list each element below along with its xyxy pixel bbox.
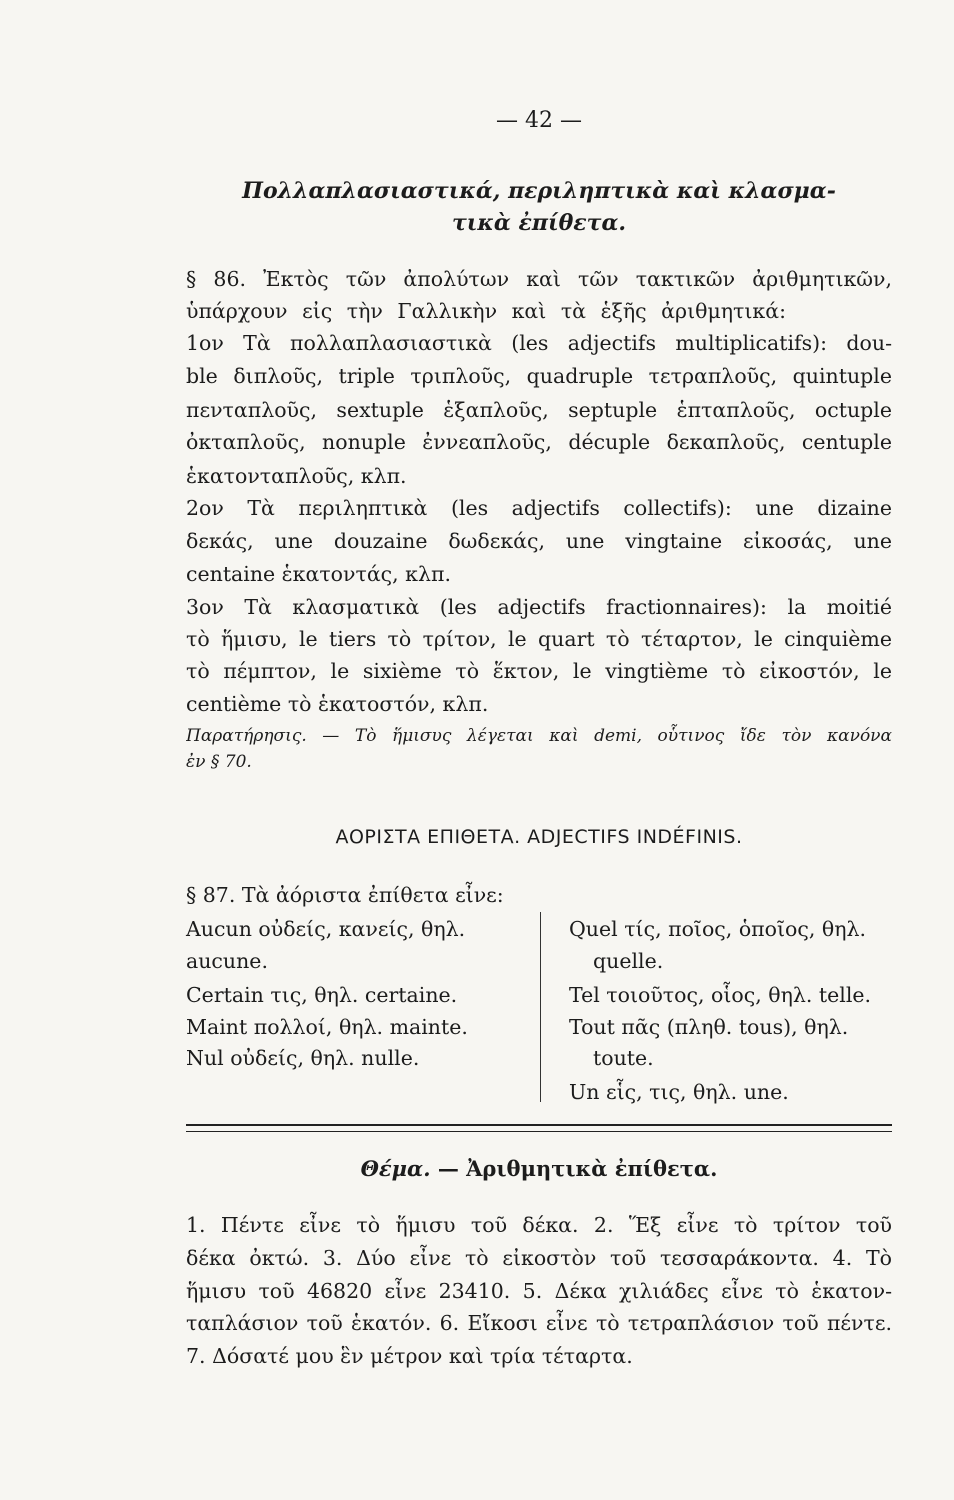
section-title-line-1: Πολλαπλασιαστικά, περιληπτικὰ καὶ κλασμα- (242, 178, 836, 204)
right-column-line: Tout πᾶς (πληθ. tous), θηλ. (569, 1015, 849, 1039)
paragraph-86-line: ble διπλοῦς, triple τριπλοῦς, quadruple τετραπλοῦς, quintuple (186, 364, 892, 388)
paragraph-86-line: τὸ ἥμισυ, le tiers τὸ τρίτον, le quart τὸ τέταρτον, le cinquième (186, 627, 892, 651)
right-column-line: Un εἷς, τις, θηλ. une. (569, 1080, 789, 1104)
paragraph-86-line: centaine ἑκατοντάς, κλπ. (186, 562, 451, 586)
exercise-heading (186, 1156, 892, 1181)
column-divider (540, 912, 541, 1102)
paragraph-86-line: τὸ πέμπτον, le sixième τὸ ἕκτον, le vingtième τὸ εἰκοστόν, le (186, 659, 892, 683)
left-column-line: Maint πολλοί, θηλ. mainte. (186, 1015, 468, 1039)
divider-rule-top (186, 1124, 892, 1126)
section-title-line-2: τικὰ ἐπίθετα. (451, 210, 627, 236)
exercise-label: Θέμα. (360, 1156, 431, 1181)
paragraph-86-line: 3ον Τὰ κλασματικὰ (les adjectifs fractionnaires): la moitié (186, 595, 892, 619)
page-number: — 42 — (496, 108, 582, 133)
paragraph-86-line: centième τὸ ἑκατοστόν, κλπ. (186, 692, 489, 716)
paragraph-86-line: ὀκταπλοῦς, nonuple ἐννεαπλοῦς, décuple δεκαπλοῦς, centuple (186, 430, 892, 454)
exercise-line: ταπλάσιον τοῦ ἑκατόν. 6. Εἴκοσι εἶνε τὸ τετραπλάσιον τοῦ πέντε. (186, 1311, 892, 1335)
paragraph-86-line: ἑκατονταπλοῦς, κλπ. (186, 464, 407, 488)
exercise-line: 1. Πέντε εἶνε τὸ ἥμισυ τοῦ δέκα. 2. Ἕξ εἶνε τὸ τρίτον τοῦ (186, 1213, 892, 1237)
exercise-title: — Ἀριθμητικὰ ἐπίθετα. (437, 1156, 718, 1181)
left-column-line: Nul οὐδείς, θηλ. nulle. (186, 1046, 420, 1070)
left-column-line: aucune. (186, 949, 268, 973)
exercise-line: δέκα ὀκτώ. 3. Δύο εἶνε τὸ εἰκοστὸν τοῦ τεσσαράκοντα. 4. Τὸ (186, 1246, 892, 1270)
divider-rule-bottom (186, 1131, 892, 1132)
exercise-line: 7. Δόσατέ μου ἓν μέτρον καὶ τρία τέταρτα. (186, 1344, 633, 1368)
paragraph-86-line: 2ον Τὰ περιληπτικὰ (les adjectifs collectifs): une dizaine (186, 496, 892, 520)
paragraph-86-line: δεκάς, une douzaine δωδεκάς, une vingtaine εἰκοσάς, une (186, 529, 892, 553)
left-column-line: Certain τις, θηλ. certaine. (186, 983, 458, 1007)
right-column-line: Tel τοιοῦτος, οἷος, θηλ. telle. (569, 983, 872, 1007)
right-column-line: quelle. (593, 949, 664, 973)
paragraph-87-intro: § 87. Τὰ ἀόριστα ἐπίθετα εἶνε: (186, 883, 504, 907)
remark-line-1: Παρατήρησις. — Τὸ ἥμισυς λέγεται καὶ demi, οὗτινος ἴδε τὸν κανόνα (186, 726, 892, 746)
right-column-line: toute. (593, 1046, 654, 1070)
paragraph-86-line: 1ον Τὰ πολλαπλασιαστικὰ (les adjectifs multiplicatifs): dou- (186, 331, 892, 355)
paragraph-86-line: ὑπάρχουν εἰς τὴν Γαλλικὴν καὶ τὰ ἑξῆς ἀριθμητικά: (186, 299, 786, 323)
left-column-line: Aucun οὐδείς, κανείς, θηλ. (186, 917, 466, 941)
paragraph-86-line: πενταπλοῦς, sextuple ἑξαπλοῦς, septuple ἑπταπλοῦς, octuple (186, 398, 892, 422)
right-column-line: Quel τίς, ποῖος, ὁποῖος, θηλ. (569, 917, 866, 941)
indefinite-adjectives-heading: ΑΟΡΙΣΤΑ ΕΠΙΘΕΤΑ. ADJECTIFS INDÉFINIS. (335, 826, 743, 848)
remark-line-2: ἐν § 70. (186, 752, 252, 772)
paragraph-86-line: § 86. Ἐκτὸς τῶν ἀπολύτων καὶ τῶν τακτικῶν ἀριθμητικῶν, (186, 267, 892, 291)
exercise-line: ἥμισυ τοῦ 46820 εἶνε 23410. 5. Δέκα χιλιάδες εἶνε τὸ ἑκατον- (186, 1279, 892, 1303)
